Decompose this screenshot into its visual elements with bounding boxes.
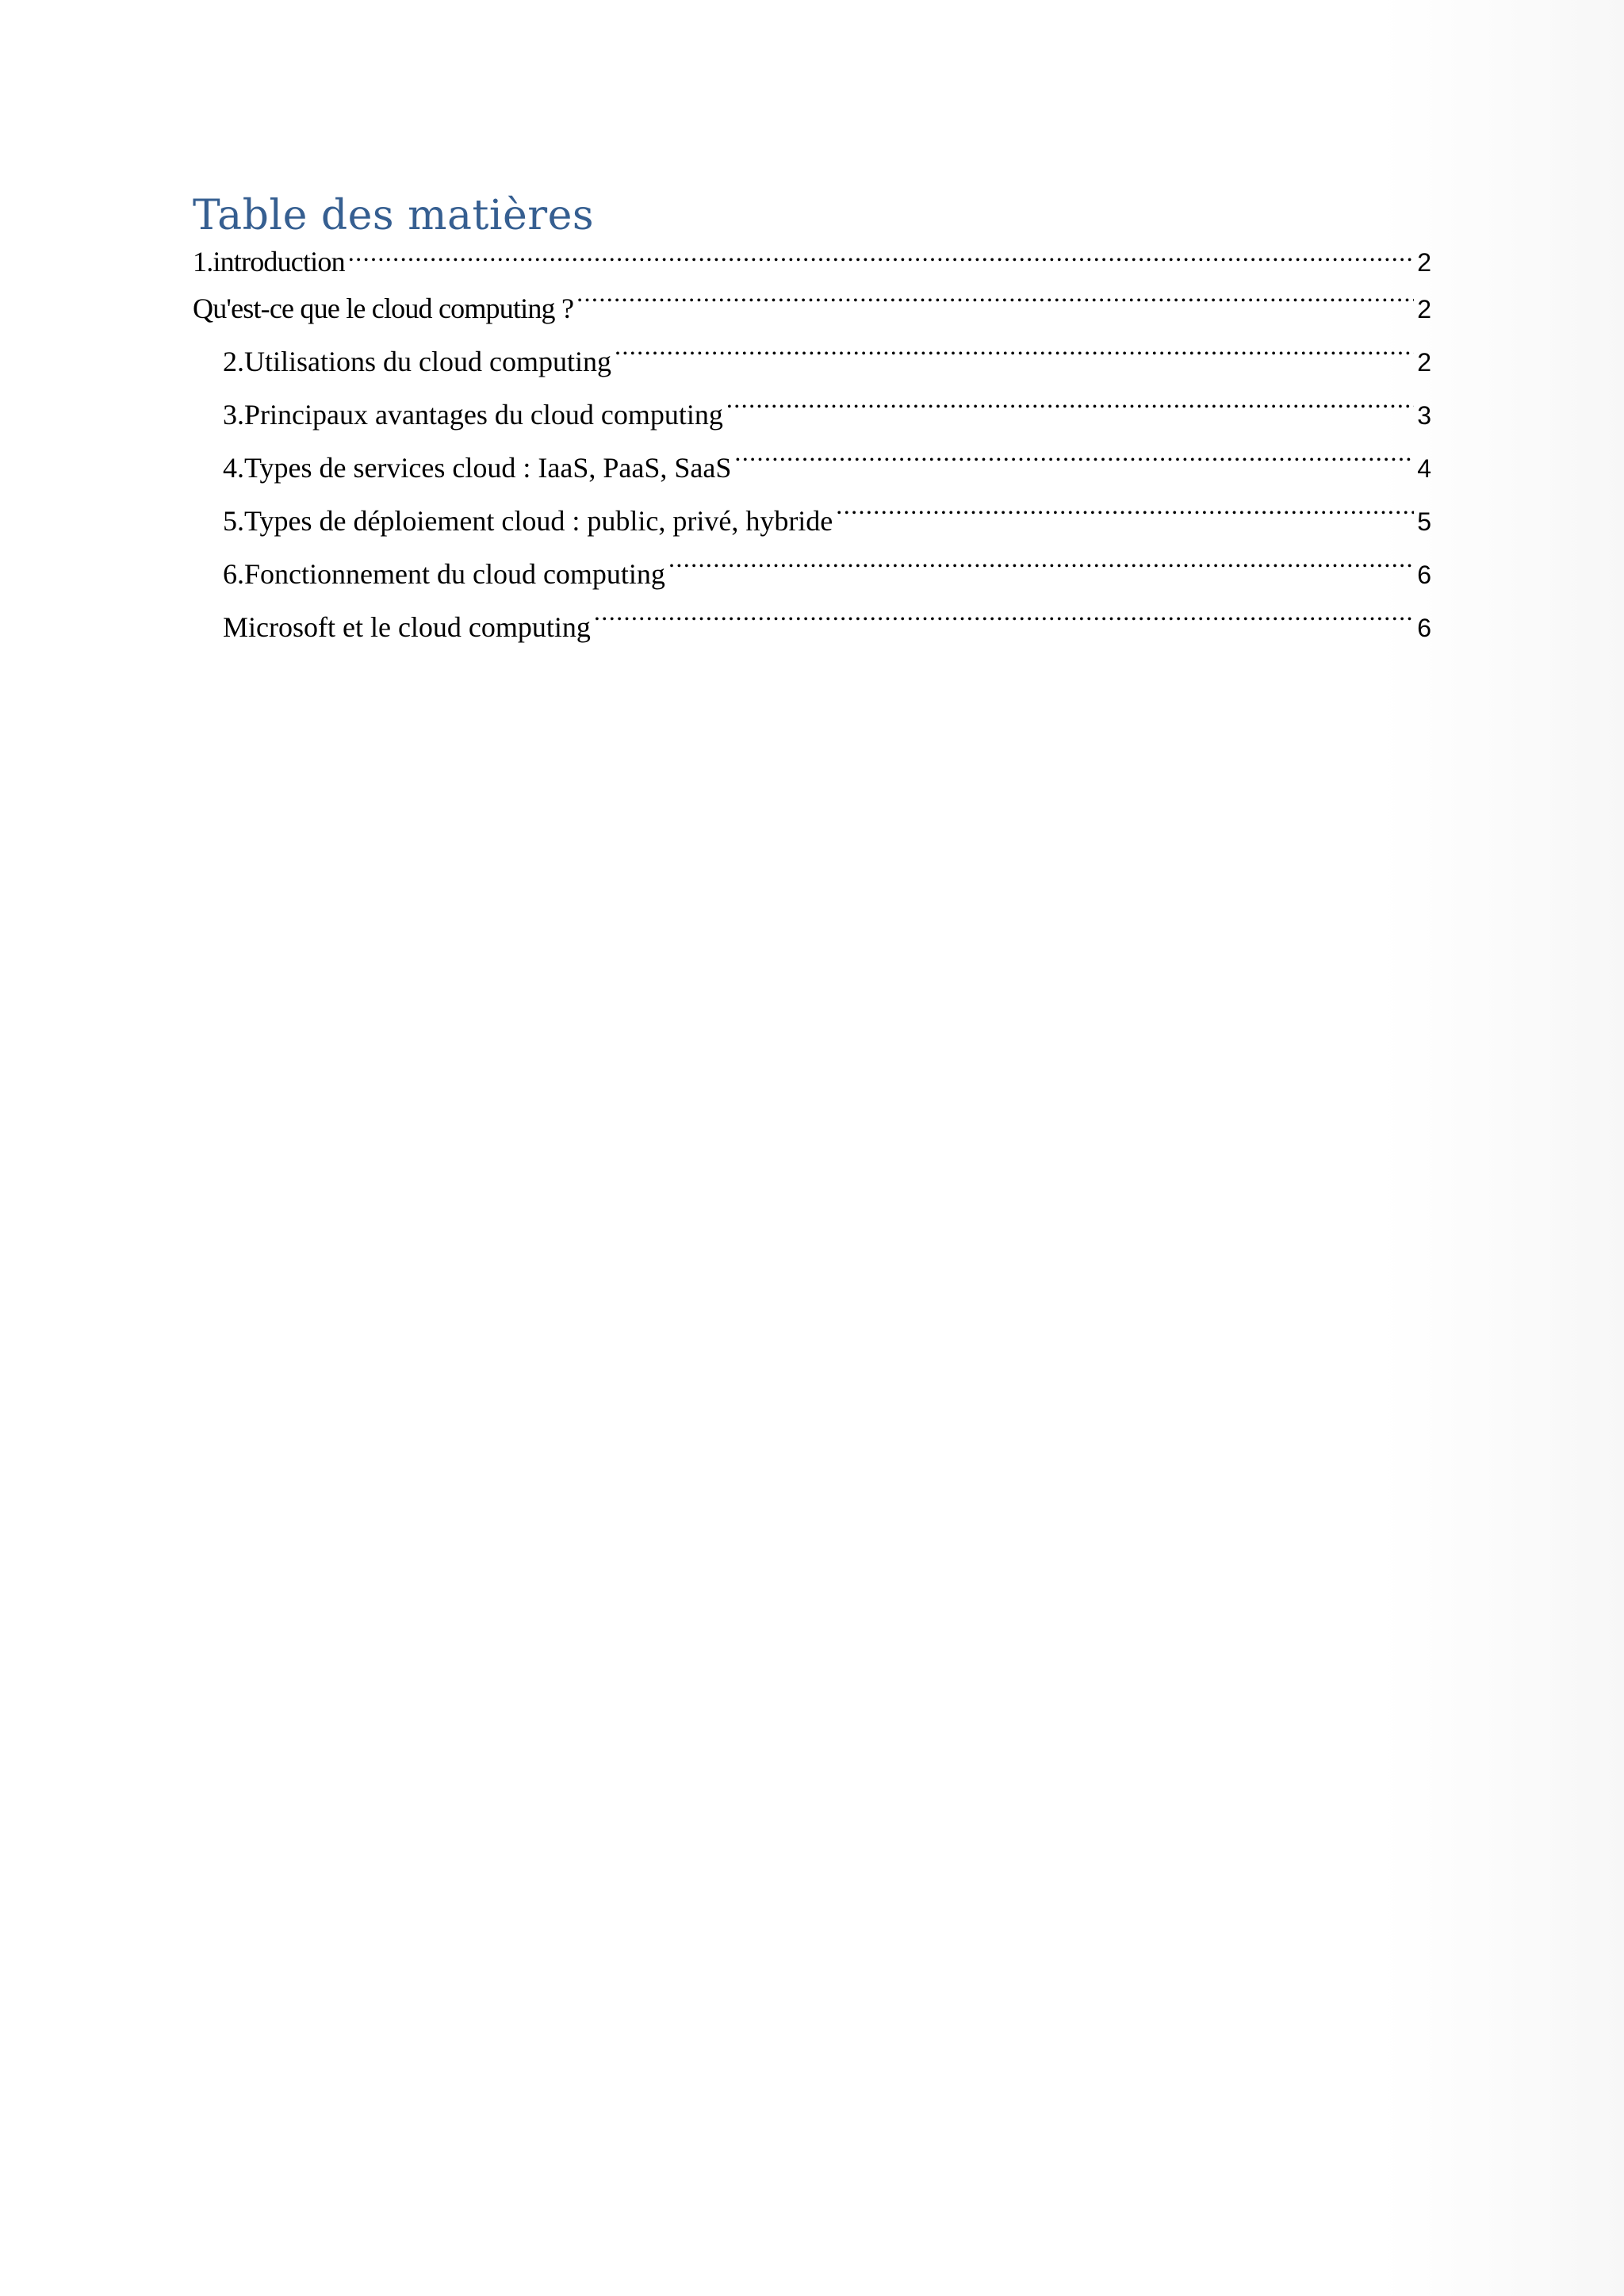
toc-entry-text: 3.Principaux avantages du cloud computing bbox=[223, 399, 723, 430]
toc-entry-deployment-types[interactable] bbox=[193, 495, 1431, 548]
toc-dot-leader bbox=[734, 449, 1414, 477]
toc-entry-text: 1.introduction bbox=[193, 246, 345, 277]
toc-dot-leader bbox=[836, 502, 1414, 530]
toc-entry-text: Microsoft et le cloud computing bbox=[223, 611, 591, 643]
toc-entry-text: 2.Utilisations du cloud computing bbox=[223, 346, 611, 377]
toc-dot-leader bbox=[726, 396, 1414, 424]
toc-list bbox=[193, 241, 1431, 654]
toc-entry-text: 4.Types de services cloud : IaaS, PaaS, SaaS bbox=[223, 452, 732, 484]
toc-dot-leader bbox=[348, 243, 1414, 271]
toc-page-number: 4 bbox=[1417, 454, 1431, 483]
toc-page-number: 2 bbox=[1417, 348, 1431, 377]
toc-entry-uses[interactable] bbox=[193, 335, 1431, 388]
toc-dot-leader bbox=[594, 608, 1414, 637]
toc-entry-service-types[interactable] bbox=[193, 442, 1431, 495]
toc-entry-text: 6.Fonctionnement du cloud computing bbox=[223, 558, 665, 590]
toc-entry-what-is-cloud[interactable] bbox=[193, 282, 1431, 335]
toc-page-number: 2 bbox=[1417, 295, 1431, 323]
table-of-contents bbox=[193, 189, 1431, 654]
toc-page-number: 6 bbox=[1417, 614, 1431, 642]
toc-title: Table des matières bbox=[193, 192, 595, 239]
toc-page-number: 5 bbox=[1417, 507, 1431, 536]
toc-page-number: 2 bbox=[1417, 248, 1431, 277]
toc-dot-leader bbox=[668, 555, 1414, 584]
toc-entry-how-it-works[interactable] bbox=[193, 548, 1431, 601]
toc-entry-introduction[interactable] bbox=[193, 241, 1431, 282]
toc-page-number: 3 bbox=[1417, 401, 1431, 430]
toc-dot-leader bbox=[576, 289, 1414, 318]
toc-entry-text: Qu'est-ce que le cloud computing ? bbox=[193, 293, 574, 324]
toc-entry-advantages[interactable] bbox=[193, 388, 1431, 442]
toc-entry-text: 5.Types de déploiement cloud : public, privé, hybride bbox=[223, 505, 833, 537]
toc-entry-microsoft[interactable] bbox=[193, 601, 1431, 654]
toc-dot-leader bbox=[615, 342, 1414, 371]
toc-page-number: 6 bbox=[1417, 561, 1431, 589]
